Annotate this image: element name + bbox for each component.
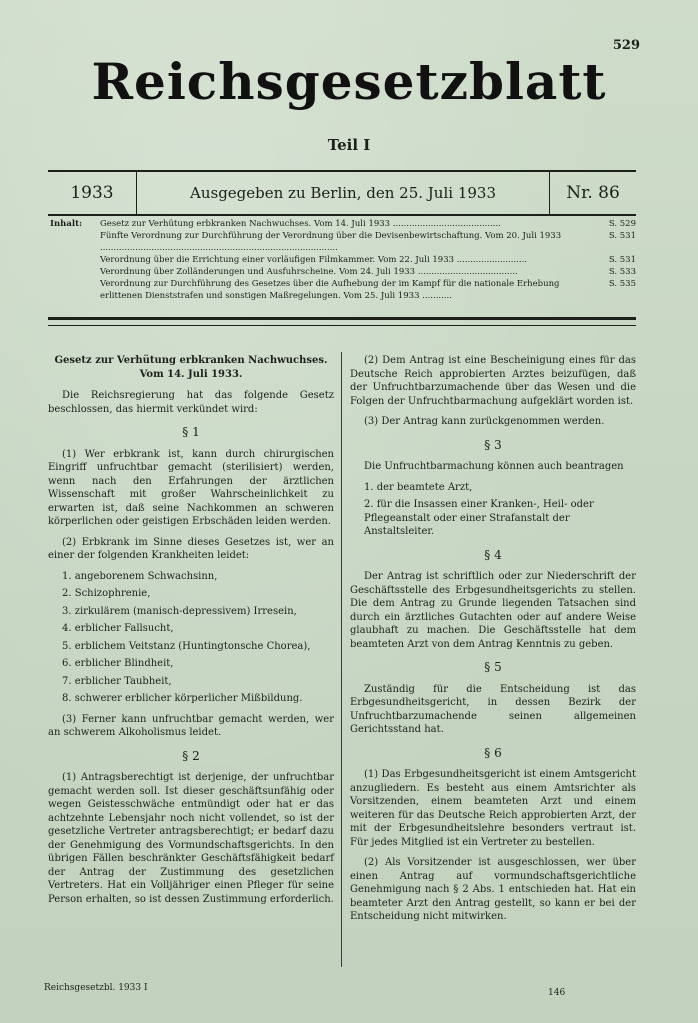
paragraph: (2) Erbkrank im Sinne dieses Gesetzes ist, wer an einer der folgenden Krankheiten leidet:: [48, 536, 334, 561]
list-item: 2. Schizophrenie,: [62, 588, 151, 599]
header-rule: [48, 317, 636, 326]
paragraph: (3) Der Antrag kann zurückgenommen werden.: [364, 416, 605, 427]
footer-sheet-number: 146: [548, 988, 566, 998]
paragraph: (1) Das Erbgesundheitsgericht ist einem Amtsgericht anzugliedern. Es besteht aus einem Amtsrichter als Vorsitzenden, einem beamteten Arzt und einem weiteren für das Deutsche Reich approbierten Arzt, der mit der Erbgesundheitslehre besonders vertraut ist. Für jedes Mitglied ist ein Vertreter zu bestellen.: [350, 769, 636, 848]
paragraph: (1) Wer erbkrank ist, kann durch chirurgischen Eingriff unfruchtbar gemacht (sterilisiert) werden, wenn nach den Erfahrungen der ärztlichen Wissenschaft mit großer Wahrscheinlichkeit zu erwarten ist, daß seine Nachkommen an schweren körperlichen oder geistigen Erbschäden leiden werden.: [48, 448, 334, 527]
paragraph: Zuständig für die Entscheidung ist das Erbgesundheitsgericht, in dessen Bezirk der Unfruchtbarzumachende seinen allgemeinen Gerichtsstand hat.: [350, 683, 636, 735]
toc-entry-page: S. 529: [608, 219, 636, 229]
toc-entry-text: Verordnung über die Errichtung einer vorläufigen Filmkammer. Vom 22. Juli 1933 ..........................: [100, 255, 527, 265]
list-item: 8. schwerer erblicher körperlicher Mißbildung.: [62, 693, 303, 704]
column-divider: [341, 352, 342, 967]
toc-entry-text: Verordnung zur Durchführung des Gesetzes über die Aufhebung der im Kampf für die nationale Erhebung erlittenen Dienststrafen und sonstigen Maßregelungen. Vom 25. Juli 1933 ...........: [100, 279, 560, 301]
toc-entry: [50, 230, 636, 254]
toc-label: Inhalt:: [50, 219, 83, 229]
list-item: 2. für die Insassen einer Kranken-, Heil- oder Pflegeanstalt oder einer Strafanstalt der Anstaltsleiter.: [364, 499, 594, 537]
section-heading: § 4: [484, 547, 502, 562]
list-item: 4. erblicher Fallsucht,: [62, 623, 174, 634]
masthead-title: Reichsgesetzblatt: [91, 52, 607, 111]
paragraph: (3) Ferner kann unfruchtbar gemacht werden, wer an schwerem Alkoholismus leidet.: [48, 713, 334, 738]
law-intro: Die Reichsregierung hat das folgende Gesetz beschlossen, das hiermit verkündet wird:: [48, 390, 334, 415]
list-item: 6. erblicher Blindheit,: [62, 658, 174, 669]
page-number: 529: [612, 38, 640, 53]
applicant-list: [350, 481, 636, 539]
issue-year: 1933: [48, 172, 137, 214]
list-item: 7. erblicher Taubheit,: [62, 675, 172, 687]
paragraph: Die Unfruchtbarmachung können auch beantragen: [364, 461, 624, 472]
paragraph: (2) Als Vorsitzender ist ausgeschlossen, wer über einen Antrag auf vormundschaftsgerichtliche Genehmigung nach § 2 Abs. 1 entschieden hat. Hat ein beamteter Arzt den Antrag gestellt, so kann er bei der Entscheidung nicht mitwirken.: [350, 857, 636, 922]
toc-entry: [50, 218, 636, 230]
toc-entry-page: S. 533: [608, 267, 636, 277]
right-column: [350, 354, 636, 931]
part-label: Teil I: [327, 136, 371, 154]
toc-entry-text: Gesetz zur Verhütung erbkranken Nachwuchses. Vom 14. Juli 1933 ........................................: [100, 219, 501, 229]
paragraph: (2) Dem Antrag ist eine Bescheinigung eines für das Deutsche Reich approbierten Arztes beizufügen, daß der Unfruchtbarzumachende über das Wesen und die Folgen der Unfruchtbarmachung aufgeklärt worden ist.: [350, 355, 636, 407]
paragraph: Der Antrag ist schriftlich oder zur Niederschrift der Geschäftsstelle des Erbgesundheitsgerichts zu stellen. Die dem Antrag zu Grunde liegenden Tatsachen sind durch ein ärztliches Gutachten oder auf andere Weise glaubhaft zu machen. Die Geschäftsstelle hat dem beamteten Arzt von dem Antrag Kenntnis zu geben.: [350, 571, 636, 650]
toc-entry-text: Verordnung über Zolländerungen und Ausfuhrscheine. Vom 24. Juli 1933 .....................................: [100, 267, 518, 277]
toc-entry: [50, 278, 636, 302]
toc-entry-page: S. 531: [608, 231, 636, 241]
issue-header: [48, 170, 636, 216]
list-item: 3. zirkulärem (manisch-depressivem) Irresein,: [62, 605, 297, 617]
issue-number: Nr. 86: [566, 183, 620, 203]
footer-publication: Reichsgesetzbl. 1933 I: [44, 983, 148, 993]
toc-entry: [50, 266, 636, 278]
toc-entry-page: S. 531: [608, 255, 636, 265]
section-heading: § 3: [484, 437, 502, 452]
disease-list: [48, 570, 334, 706]
toc-entry-page: S. 535: [608, 279, 636, 289]
left-column: [48, 354, 334, 913]
issue-date: Ausgegeben zu Berlin, den 25. Juli 1933: [137, 172, 550, 214]
section-heading: § 2: [182, 748, 200, 763]
section-heading: § 6: [484, 745, 502, 760]
list-item: 1. angeborenem Schwachsinn,: [62, 570, 218, 582]
toc-entry: [50, 254, 636, 266]
list-item: 1. der beamtete Arzt,: [364, 481, 473, 493]
table-of-contents: [50, 218, 636, 302]
section-heading: § 5: [484, 660, 502, 674]
toc-entry-text: Fünfte Verordnung zur Durchführung der Verordnung über die Devisenbewirtschaftung. Vom 20. Juli 1933 ........................................................................................: [100, 231, 562, 253]
law-title: Gesetz zur Verhütung erbkranken Nachwuchses. Vom 14. Juli 1933.: [54, 355, 328, 380]
list-item: 5. erblichem Veitstanz (Huntingtonsche Chorea),: [62, 640, 311, 652]
paragraph: (1) Antragsberechtigt ist derjenige, der unfruchtbar gemacht werden soll. Ist dieser geschäftsunfähig oder wegen Geistesschwäche entmündigt oder hat er das achtzehnte Lebensjahr noch nicht vollendet, so ist der gesetzliche Vertreter antragsberechtigt; er bedarf dazu der Genehmigung des Vormundschaftsgerichts. In den übrigen Fällen beschränkter Geschäftsfähigkeit bedarf der Antrag der Zustimmung des gesetzlichen Vertreters. Hat ein Volljähriger einen Pfleger für seine Person erhalten, so ist dessen Zustimmung erforderlich.: [48, 772, 334, 905]
section-heading: § 1: [182, 425, 200, 439]
